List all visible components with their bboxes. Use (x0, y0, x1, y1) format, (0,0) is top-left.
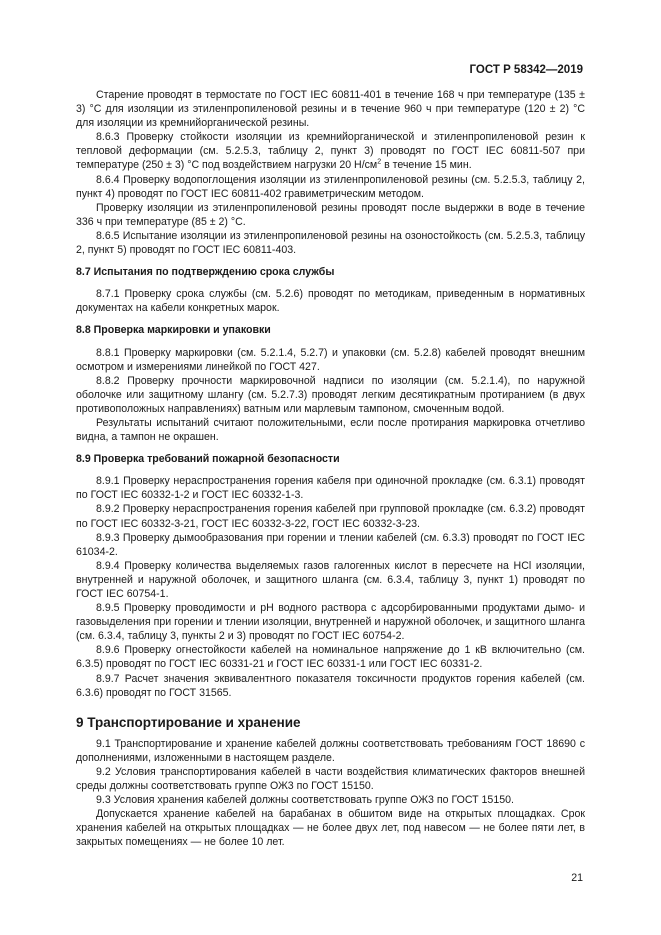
subsection-heading: 8.7 Испытания по подтверждению срока службы (76, 266, 335, 279)
paragraph: 8.9.2 Проверку нераспространения горения кабелей при групповой прокладке (см. 6.3.2) проводят по ГОСТ IEC 60332-3-21, ГОСТ IEC 60332-3-22, ГОСТ IEC 60332-3-23. (76, 503, 585, 530)
paragraph: 8.8.1 Проверку маркировки (см. 5.2.1.4, 5.2.7) и упаковки (см. 5.2.8) кабелей проводят внешним осмотром и измерениями линейкой по ГОСТ 427. (76, 346, 585, 373)
page-number: 21 (571, 872, 583, 884)
subsection-heading: 8.8 Проверка маркировки и упаковки (76, 324, 271, 337)
paragraph: 8.9.1 Проверку нераспространения горения кабеля при одиночной прокладке (см. 6.3.1) проводят по ГОСТ IEC 60332-1-2 и ГОСТ IEC 60332-1-3. (76, 475, 585, 502)
paragraph: Допускается хранение кабелей на барабанах в обшитом виде на открытых площадках. Срок хранения кабелей на открытых площадках — не более двух лет, под навесом — не более пяти лет, в закрытых помещениях — не более 10 лет. (76, 808, 585, 849)
paragraph: 8.7.1 Проверку срока службы (см. 5.2.6) проводят по методикам, приведенным в нормативных документах на кабели конкретных марок. (76, 288, 585, 315)
paragraph: 9.1 Транспортирование и хранение кабелей должны соответствовать требованиям ГОСТ 18690 с дополнениями, изложенными в настоящем разделе. (76, 737, 585, 764)
paragraph: 9.3 Условия хранения кабелей должны соответствовать группе ОЖ3 по ГОСТ 15150. (96, 794, 514, 807)
paragraph: 8.6.4 Проверку водопоглощения изоляции из этиленпропиленовой резины (см. 5.2.5.3, таблицу 2, пункт 4) проводят по ГОСТ IEC 60811-402 гравиметрическим методом. (76, 173, 585, 200)
paragraph: 8.9.3 Проверку дымообразования при горении и тлении кабелей (см. 6.3.3) проводят по ГОСТ IEC 61034-2. (76, 531, 585, 558)
paragraph: 8.6.5 Испытание изоляции из этиленпропиленовой резины на озоностойкость (см. 5.2.5.3, таблицу 2, пункт 5) проводят по ГОСТ IEC 60811-403. (76, 229, 585, 257)
paragraph: 9.2 Условия транспортирования кабелей в части воздействия климатических факторов внешней среды должны соответствовать группе ОЖ3 по ГОСТ 15150. (76, 765, 585, 793)
section-heading: 9 Транспортирование и хранение (76, 714, 301, 730)
paragraph: 8.6.3 Проверку стойкости изоляции из кремнийорганической и этиленпропиленовой резин к тепловой деформации (см. 5.2.5.3, таблицу 2, пункт 3) проводят по ГОСТ IEC 60811-507 при температуре (250 ± 3) °С под воздействием нагрузки 20 $Н/см^2$ в течение 15 мин. (76, 131, 585, 172)
paragraph: 8.9.7 Расчет значения эквивалентного показателя токсичности продуктов горения кабелей (см. 6.3.6) проводят по ГОСТ 31565. (76, 672, 585, 699)
paragraph: Результаты испытаний считают положительными, если после протирания маркировка отчетливо видна, а тампон не окрашен. (76, 416, 585, 444)
document-header: ГОСТ Р 58342—2019 (469, 64, 583, 76)
paragraph: 8.9.5 Проверку проводимости и pH водного раствора с адсорбированными продуктами дымо- и газовыделения при горении и тлении изоляции, внутренней и наружной оболочек, и защитного шланга (см. 6.3.4, таблицу 3, пункты 2 и 3) проводят по ГОСТ IEC 60754-2. (76, 602, 585, 643)
paragraph: Проверку изоляции из этиленпропиленовой резины проводят после выдержки в воде в течение 336 ч при температуре (85 ± 2) °С. (76, 201, 585, 228)
subsection-heading: 8.9 Проверка требований пожарной безопасности (76, 453, 340, 466)
paragraph: 8.9.4 Проверку количества выделяемых газов галогенных кислот в пересчете на HCl изоляции, внутренней и наружной оболочек, и защитного шланга (см. 6.3.4, таблицу 3, пункт 1) проводят по ГОСТ IEC 60754-1. (76, 559, 585, 600)
document-body (76, 88, 585, 850)
paragraph: Старение проводят в термостате по ГОСТ IEC 60811-401 в течение 168 ч при температуре (135 ± 3) °С для изоляции из этиленпропиленовой резины и в течение 960 ч при температуре (120 ± 2) °С для изоляции из кремнийорганической резины. (76, 89, 585, 130)
paragraph: 8.9.6 Проверку огнестойкости кабелей на номинальное напряжение до 1 кВ включительно (см. 6.3.5) проводят по ГОСТ IEC 60331-21 и ГОСТ IEC 60331-1 или ГОСТ IEC 60331-2. (76, 644, 585, 671)
paragraph: 8.8.2 Проверку прочности маркировочной надписи по изоляции (см. 5.2.1.4), по наружной оболочке или защитному шлангу (см. 5.2.7.3) проводят легким десятикратным протиранием (в двух противоположных направлениях) ватным или марлевым тампоном, смоченным водой. (76, 374, 585, 415)
